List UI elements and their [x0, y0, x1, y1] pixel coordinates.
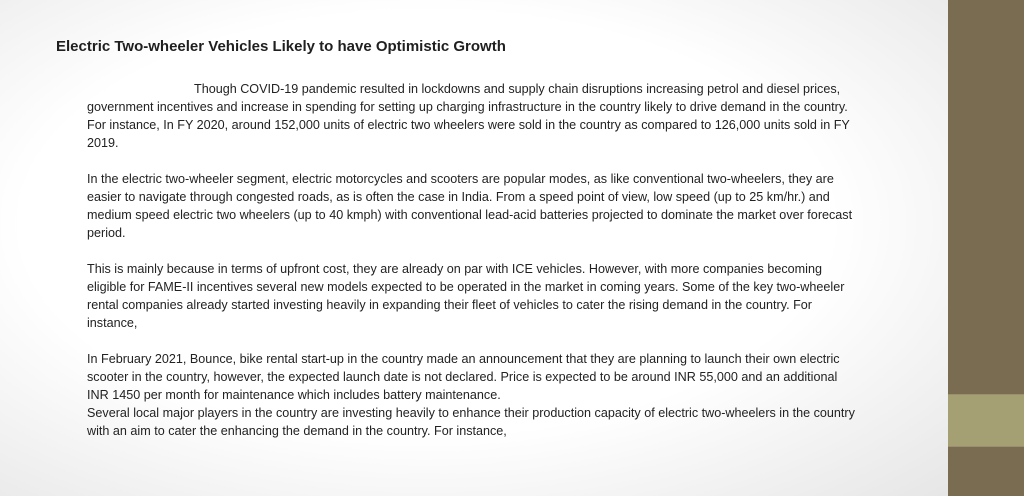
paragraph-covid-impact: Though COVID-19 pandemic resulted in lockdowns and supply chain disruptions increasing petrol and diesel prices, government incentives and increase in spending for setting up charging infrastructure in the country likely to drive demand in the country. For instance, In FY 2020, around 152,000 units of electric two wheelers were sold in the country as compared to 126,000 units sold in FY 2019. — [87, 82, 850, 150]
decorative-sidebar — [948, 0, 1024, 496]
paragraph-local-players: Several local major players in the country are investing heavily to enhance their production capacity of electric two-wheelers in the country with an aim to cater the enhancing the demand in the country. For instance, — [87, 406, 855, 438]
slide-title: Electric Two-wheeler Vehicles Likely to have Optimistic Growth — [56, 38, 506, 55]
sidebar-accent-block — [948, 395, 1024, 446]
paragraph-segment-overview: In the electric two-wheeler segment, electric motorcycles and scooters are popular modes, as like conventional two-wheelers, they are easier to navigate through congested roads, as is often the case in India. From a speed point of view, low speed (up to 25 km/hr.) and medium speed electric two wheelers (up to 40 kmph) with conventional lead-acid batteries projected to dominate the market over forecast period. — [87, 172, 853, 240]
sidebar-divider-bottom — [948, 446, 1024, 447]
paragraph-bounce-announcement: In February 2021, Bounce, bike rental start-up in the country made an announcement that they are planning to launch their own electric scooter in the country, however, the expected launch date is not declared. Price is expected to be around INR 55,000 and an additional INR 1450 per month for maintenance which includes battery maintenance. — [87, 352, 840, 402]
sidebar-divider-top — [948, 394, 1024, 395]
slide-body — [87, 80, 857, 440]
paragraph-upfront-cost: This is mainly because in terms of upfront cost, they are already on par with ICE vehicles. However, with more companies becoming eligible for FAME-II incentives several new models expected to be operated in the market in coming years. Some of the key two-wheeler rental companies already started investing heavily in expanding their fleet of vehicles to cater the rising demand in the country. For instance, — [87, 262, 845, 330]
